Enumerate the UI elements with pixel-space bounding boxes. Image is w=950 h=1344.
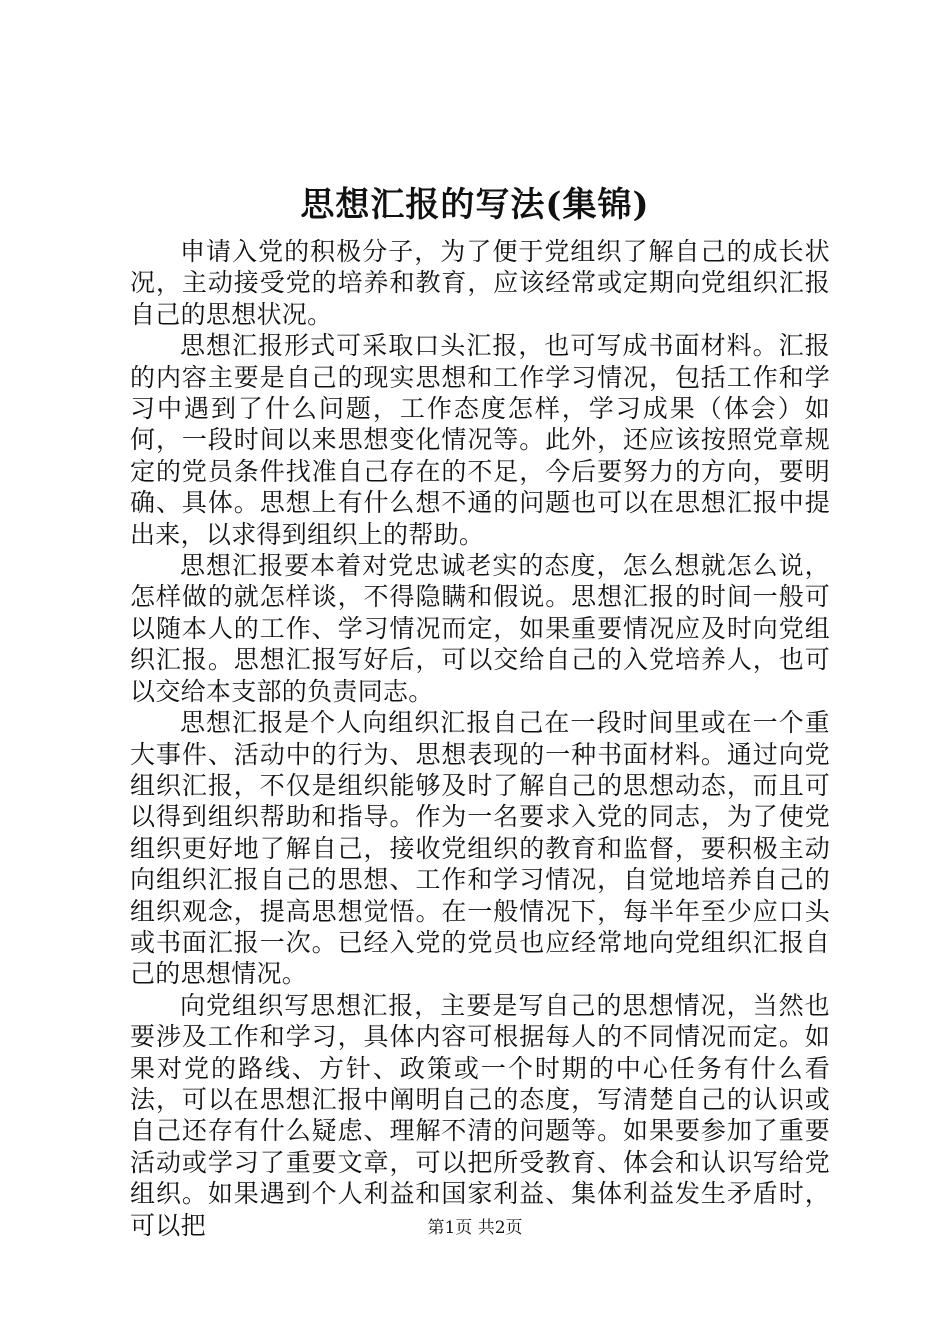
paragraph-2: 思想汇报形式可采取口头汇报，也可写成书面材料。汇报的内容主要是自己的现实思想和工作学习情况，包括工作和学习中遇到了什么问题，工作态度怎样，学习成果（体会）如何，一段时间以来思想变化情况等。此外，还应该按照党章规定的党员条件找准自己存在的不足，今后要努力的方向，要明确、具体。思想上有什么想不通的问题也可以在思想汇报中提出来，以求得到组织上的帮助。 <box>130 331 830 549</box>
paragraph-5: 向党组织写思想汇报，主要是写自己的思想情况，当然也要涉及工作和学习，具体内容可根据每人的不同情况而定。如果对党的路线、方针、政策或一个时期的中心任务有什么看法，可以在思想汇报中阐明自己的态度，写清楚自己的认识或自己还存有什么疑虑、理解不清的问题等。如果要参加了重要活动或学习了重要文章，可以把所受教育、体会和认识写给党组织。如果遇到个人利益和国家利益、集体利益发生矛盾时，可以把 <box>130 990 830 1240</box>
document-title: 思想汇报的写法(集锦) <box>300 185 650 225</box>
paragraph-4: 思想汇报是个人向组织汇报自己在一段时间里或在一个重大事件、活动中的行为、思想表现的一种书面材料。通过向党组织汇报，不仅是组织能够及时了解自己的思想动态，而且可以得到组织帮助和指导。作为一名要求入党的同志，为了使党组织更好地了解自己，接收党组织的教育和监督，要积极主动向组织汇报自己的思想、工作和学习情况，自觉地培养自己的组织观念，提高思想觉悟。在一般情况下，每半年至少应口头或书面汇报一次。已经入党的党员也应经常地向党组织汇报自己的思想情况。 <box>130 708 830 989</box>
document-body <box>130 236 830 1241</box>
page-footer <box>0 1216 950 1240</box>
page-indicator: 第1页 共2页 <box>427 1218 523 1238</box>
paragraph-1: 申请入党的积极分子，为了便于党组织了解自己的成长状况，主动接受党的培养和教育，应该经常或定期向党组织汇报自己的思想状况。 <box>130 237 830 329</box>
paragraph-3: 思想汇报要本着对党忠诚老实的态度，怎么想就怎么说，怎样做的就怎样谈，不得隐瞒和假说。思想汇报的时间一般可以随本人的工作、学习情况而定，如果重要情况应及时向党组织汇报。思想汇报写好后，可以交给自己的入党培养人，也可以交给本支部的负责同志。 <box>130 551 830 706</box>
